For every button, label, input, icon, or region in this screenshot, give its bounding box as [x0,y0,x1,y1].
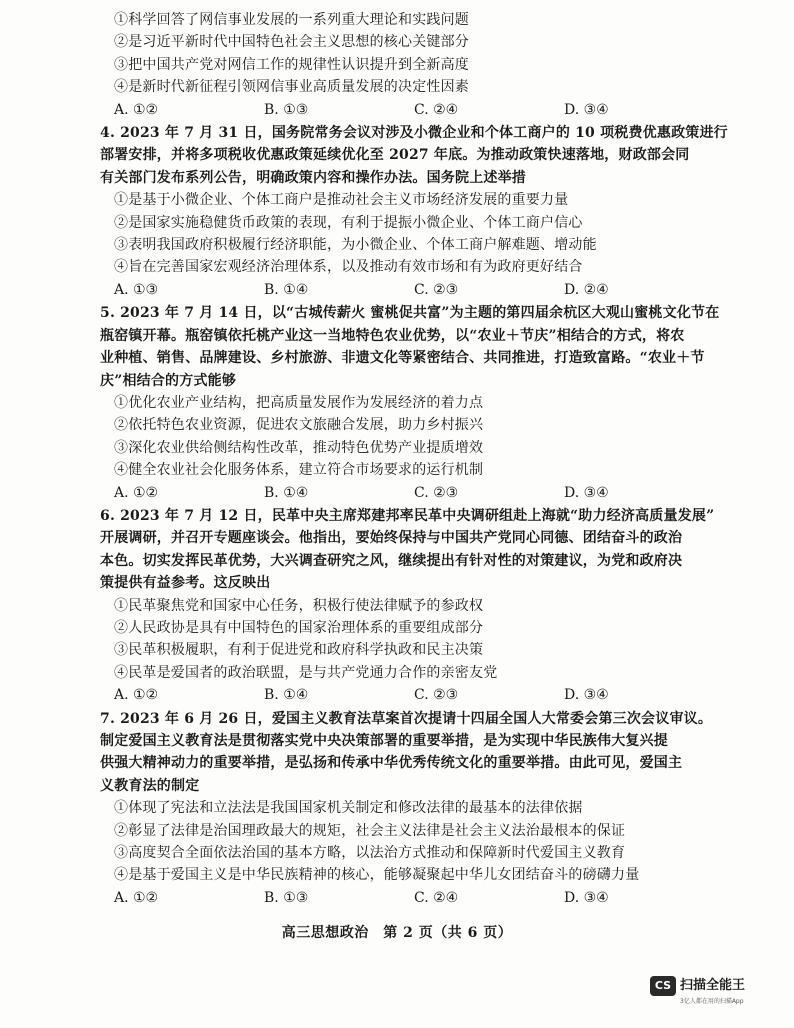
option-line: ②人民政协是具有中国特色的国家治理体系的重要组成部分 [114,619,484,636]
answer-choices [100,99,720,121]
question-stem-line: 业种植、销售、品牌建设、乡村旅游、非遗文化等紧密结合、共同推进，打造致富路。“农业＋节 [100,350,705,367]
choice-c: C. ②③ [414,687,459,704]
question-3-tail [100,9,720,121]
option-line: ④旨在完善国家宏观经济治理体系，以及推动有效市场和有为政府更好结合 [114,259,583,276]
choice-c: C. ②③ [414,484,459,501]
question-4 [100,122,728,301]
option-line: ①科学回答了网信事业发展的一系列重大理论和实践问题 [114,12,469,28]
question-stem-line: 瓶窑镇开幕。瓶窑镇依托桃产业这一当地特色农业优势，以“农业＋节庆”相结合的方式，将农 [100,327,685,344]
option-line: ①是基于小微企业、个体工商户是推动社会主义市场经济发展的重要力量 [114,192,569,209]
camscanner-logo-icon: CS [650,976,676,996]
scanner-watermark [650,972,790,1012]
choice-b: B. ①③ [264,101,309,118]
question-stem-line: 5. 2023 年 7 月 14 日，以“古城传薪火 蜜桃促共富”为主题的第四届余杭区大观山蜜桃文化节在 [100,305,720,322]
choice-b: B. ①④ [264,281,309,298]
option-line: ④是新时代新征程引领网信事业高质量发展的决定性因素 [114,79,469,96]
option-line: ①优化农业产业结构，把高质量发展作为发展经济的着力点 [114,394,484,411]
choice-b: B. ①④ [264,687,309,704]
question-7 [100,708,720,910]
option-line: ①体现了宪法和立法法是我国国家机关制定和修改法律的最基本的法律依据 [114,800,583,817]
question-stem-line: 7. 2023 年 6 月 26 日，爱国主义教育法草案首次提请十四届全国人大常委会第三次会议审议。 [100,710,713,727]
option-line: ③深化农业供给侧结构性改革，推动特色优势产业提质增效 [114,439,484,456]
question-stem-line: 有关部门发布系列公告，明确政策内容和操作办法。国务院上述举措 [100,169,526,186]
answer-choices [100,279,720,301]
answer-choices [100,482,720,504]
choice-d: D. ③④ [564,101,609,118]
question-stem-line: 义教育法的制定 [100,777,200,794]
question-stem-line: 供强大精神动力的重要举措，是弘扬和传承中华优秀传统文化的重要举措。由此可见，爱国主 [100,755,683,772]
option-line: ④民革是爱国者的政治联盟，是与共产党通力合作的亲密友党 [114,664,498,681]
choice-c: C. ②③ [414,281,459,298]
choice-b: B. ①③ [264,889,309,906]
question-6 [100,505,720,707]
option-line: ③高度契合全面依法治国的基本方略，以法治方式推动和保障新时代爱国主义教育 [114,845,626,862]
choice-d: D. ③④ [564,889,609,906]
question-stem-line: 4. 2023 年 7 月 31 日，国务院常务会议对涉及小微企业和个体工商户的 10 项税费优惠政策进行 [100,125,728,142]
watermark-title: 扫描全能王 [680,978,746,993]
question-stem-line: 庆”相结合的方式能够 [100,372,237,389]
question-stem-line: 制定爱国主义教育法是贯彻落实党中央决策部署的重要举措，是为实现中华民族伟大复兴提 [100,733,668,749]
choice-d: D. ②④ [564,281,609,298]
answer-choices [100,684,720,706]
choice-d: D. ③④ [564,687,609,704]
choice-a: A. ①② [114,484,159,501]
question-5 [100,302,720,504]
option-line: ②依托特色农业资源，促进农文旅融合发展，助力乡村振兴 [114,417,484,434]
option-line: ①民革聚焦党和国家中心任务，积极行使法律赋予的参政权 [114,597,484,614]
option-line: ④健全农业社会化服务体系，建立符合市场要求的运行机制 [114,462,484,479]
watermark-subtitle: 3亿人都在用的扫描App [680,998,744,1005]
choice-d: D. ③④ [564,484,609,501]
question-stem-line: 开展调研，并召开专题座谈会。他指出，要始终保持与中国共产党同心同德、团结奋斗的政治 [100,530,683,547]
exam-page [100,8,728,909]
option-line: ③民革积极履职，有利于促进党和政府科学执政和民主决策 [114,642,484,659]
choice-a: A. ①② [114,687,159,704]
question-stem-line: 6. 2023 年 7 月 12 日，民革中央主席郑建邦率民革中央调研组赴上海就“助力经济高质量发展” [100,507,715,524]
option-line: ③表明我国政府积极履行经济职能，为小微企业、个体工商户解难题、增动能 [114,237,597,254]
option-line: ②是习近平新时代中国特色社会主义思想的核心关键部分 [114,34,469,51]
page-footer: 高三思想政治 第 2 页（共 6 页） [281,925,513,941]
option-line: ②是国家实施稳健货币政策的表现，有利于提振小微企业、个体工商户信心 [114,214,583,231]
choice-a: A. ①③ [114,281,159,298]
question-stem-line: 本色。切实发挥民革优势，大兴调查研究之风，继续提出有针对性的对策建议，为党和政府决 [100,552,683,569]
option-line: ④是基于爱国主义是中华民族精神的核心，能够凝聚起中华儿女团结奋斗的磅礴力量 [114,867,640,884]
option-line: ③把中国共产党对网信工作的规律性认识提升到全新高度 [114,56,469,73]
choice-b: B. ①④ [264,484,309,501]
answer-choices [100,887,720,909]
choice-c: C. ②④ [414,101,459,118]
choice-a: A. ①② [114,101,159,118]
choice-c: C. ②④ [414,889,459,906]
question-stem-line: 策提供有益参考。这反映出 [100,575,271,592]
option-line: ②彰显了法律是治国理政最大的规矩，社会主义法律是社会主义法治最根本的保证 [114,822,626,839]
choice-a: A. ①② [114,889,159,906]
question-stem-line: 部署安排，并将多项税收优惠政策延续优化至 2027 年底。为推动政策快速落地，财政部会同 [100,147,690,164]
